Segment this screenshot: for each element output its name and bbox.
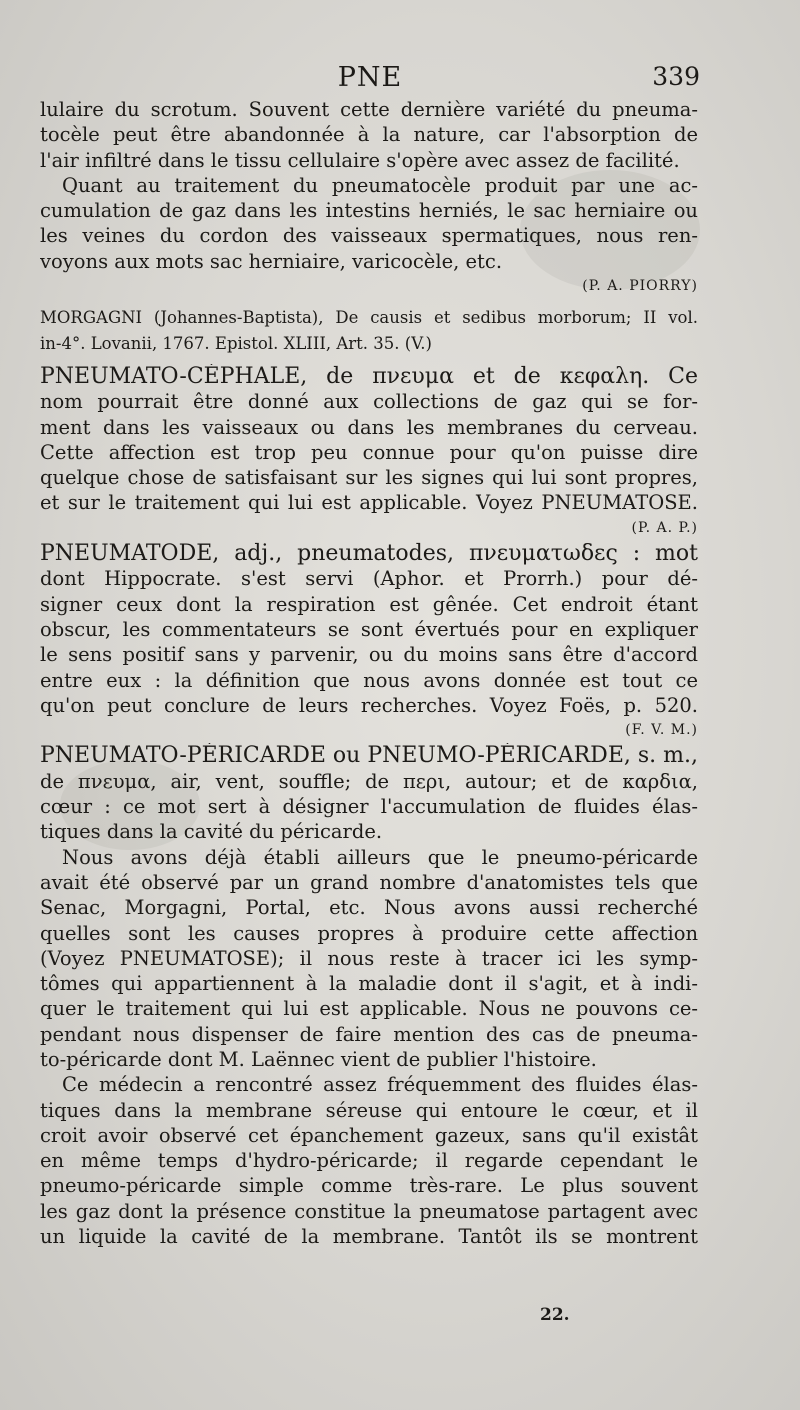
text-line: l'air infiltré dans le tissu cellulaire s'opère avec assez de facilité. (40, 148, 680, 172)
running-head-title: PNE (337, 62, 403, 93)
text-line: le sens positif sans y parvenir, ou du moins sans être d'accord (40, 643, 698, 667)
text-line: les gaz dont la présence constitue la pneumatose partagent avec (40, 1199, 698, 1223)
text-line: les veines du cordon des vaisseaux spermatiques, nous ren- (40, 224, 698, 248)
text-line: Nous avons déjà établi ailleurs que le pneumo-péricarde (62, 845, 698, 869)
text-line: pneumo-péricarde simple comme très-rare. Le plus souvent (40, 1174, 698, 1198)
text-line: croit avoir observé cet épanchement gazeux, sans qu'il existât (40, 1123, 698, 1147)
text-line: cœur : ce mot sert à désigner l'accumulation de fluides élas- (40, 795, 698, 819)
text-line: quelles sont les causes propres à produire cette affection (40, 921, 698, 945)
text-line: quelque chose de satisfaisant sur les signes qui lui sont propres, (40, 466, 698, 490)
text-line: Quant au traitement du pneumatocèle produit par une ac- (62, 173, 698, 197)
text-line: signer ceux dont la respiration est gênée. Cet endroit étant (40, 592, 698, 616)
text-line: entre eux : la définition que nous avons donnée est tout ce (40, 668, 698, 692)
text-line: en même temps d'hydro-péricarde; il regarde cependant le (40, 1149, 698, 1173)
page-number: 339 (652, 62, 700, 91)
entry-heading-pneumatode: PNEUMATODE, adj., pneumatodes, πνευματωδες : mot (40, 541, 698, 567)
text-line: Ce médecin a rencontré assez fréquemment des fluides élas- (62, 1073, 698, 1097)
text-line: qu'on peut conclure de leurs recherches. Voyez Foës, p. 520. (40, 693, 698, 717)
text-line: tômes qui appartiennent à la maladie dont il s'agit, et à indi- (40, 972, 698, 996)
running-head (40, 62, 700, 96)
bibliography-line: in-4°. Lovanii, 1767. Epistol. XLIII, Art. 35. (V.) (40, 333, 432, 353)
text-line: ment dans les vaisseaux ou dans les membranes du cerveau. (40, 415, 698, 439)
text-line: obscur, les commentateurs se sont évertués pour en expliquer (40, 617, 698, 641)
text-line: dont Hippocrate. s'est servi (Aphor. et Prorrh.) pour dé- (40, 567, 698, 591)
entry-heading-pneumato-cephale: PNEUMATO-CÉPHALE, de πνευμα et de κεφαλη. Ce (40, 363, 698, 389)
text-line: quer le traitement qui lui est applicable. Nous ne pouvons ce- (40, 997, 698, 1021)
text-line: (Voyez PNEUMATOSE); il nous reste à tracer ici les symp- (40, 946, 698, 970)
text-line: et sur le traitement qui lui est applicable. Voyez PNEUMATOSE. (40, 491, 698, 515)
author-signature: (P. A. PIORRY) (582, 278, 698, 295)
text-line: tiques dans la membrane séreuse qui entoure le cœur, et il (40, 1098, 698, 1122)
text-line: un liquide la cavité de la membrane. Tantôt ils se montrent (40, 1225, 698, 1249)
text-line: cumulation de gaz dans les intestins herniés, le sac herniaire ou (40, 199, 698, 223)
text-line: tocèle peut être abandonnée à la nature, car l'absorption de (40, 123, 698, 147)
text-line: pendant nous dispenser de faire mention des cas de pneuma- (40, 1022, 698, 1046)
signature-mark: 22. (540, 1305, 570, 1325)
text-line: lulaire du scrotum. Souvent cette dernière variété du pneuma- (40, 98, 698, 121)
bibliography-line: MORGAGNI (Johannes-Baptista), De causis et sedibus morborum; II vol. (40, 308, 698, 328)
text-line: Senac, Morgagni, Portal, etc. Nous avons aussi recherché (40, 896, 698, 920)
text-line: tiques dans la cavité du péricarde. (40, 820, 383, 844)
text-column (40, 97, 698, 1249)
text-line: voyons aux mots sac herniaire, varicocèle, etc. (40, 249, 503, 273)
author-signature: (P. A. P.) (631, 519, 698, 536)
text-line: to-péricarde dont M. Laënnec vient de publier l'histoire. (40, 1047, 597, 1071)
author-signature: (F. V. M.) (625, 722, 698, 739)
text-line: avait été observé par un grand nombre d'anatomistes tels que (40, 870, 698, 894)
text-line: de πνευμα, air, vent, souffle; de περι, autour; et de καρδια, (40, 769, 698, 793)
text-line: nom pourrait être donné aux collections de gaz qui se for- (40, 390, 698, 414)
text-line: Cette affection est trop peu connue pour qu'on puisse dire (40, 440, 698, 464)
entry-heading-pneumato-pericarde: PNEUMATO-PÉRICARDE ou PNEUMO-PÉRICARDE, s. m., (40, 743, 698, 769)
